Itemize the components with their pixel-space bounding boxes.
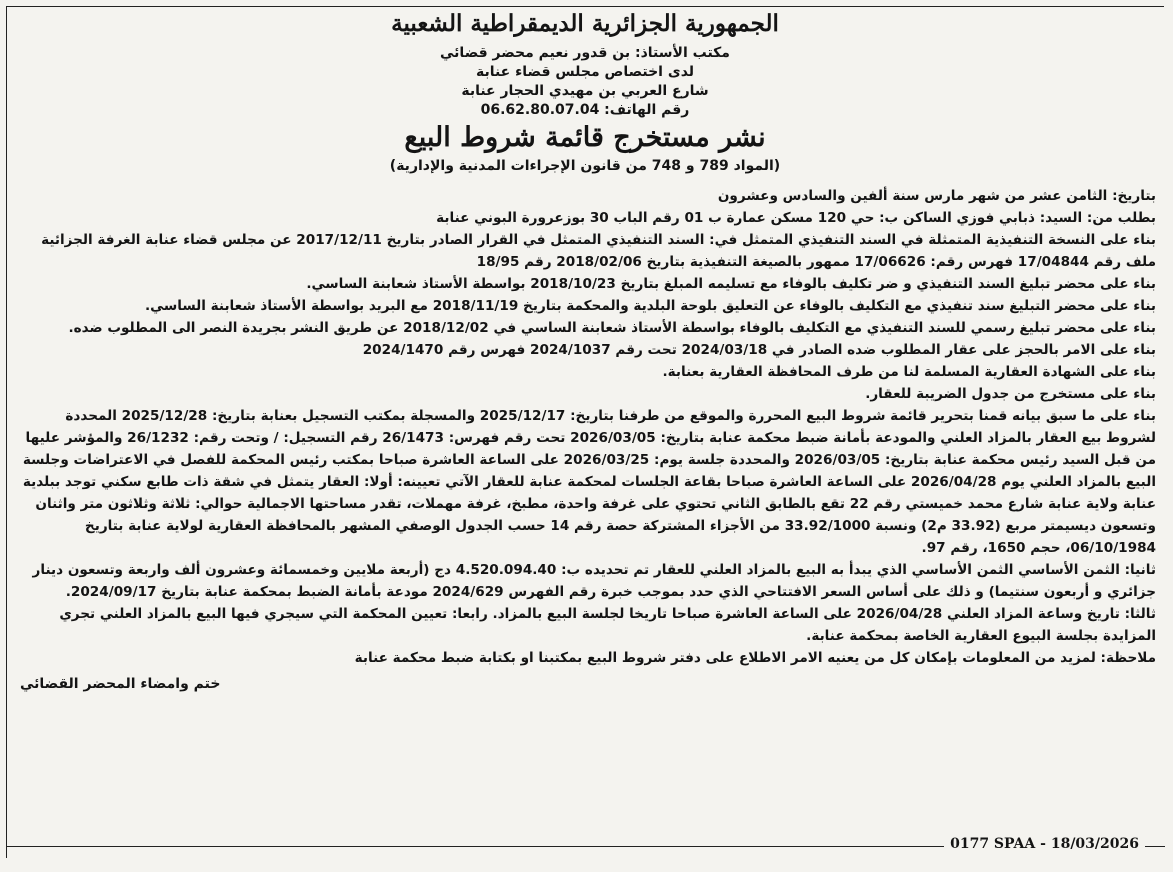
paragraph-auction-date: ثالثا: تاريخ وساعة المزاد العلني 2026/04/28 على الساعة العاشرة صباحا تاريخا لجلسة البيع بالمزاد. رابعا: تعيين المحكمة التي سيجري فيها البيع بالمزاد العلني تجري المزايدة بجلسة البيوع العقارية الخاصة بمحكمة عنابة. (59, 606, 1156, 644)
notice-body (10, 185, 1160, 695)
office-phone: رقم الهاتف: 06.62.80.07.04 (480, 102, 690, 118)
office-line: شارع العربي بن مهيدي الحجار عنابة (461, 83, 709, 99)
paragraph-enforcement-title: بناء على النسخة التنفيذية المتمثلة في السند التنفيذي المتمثل في: السند التنفيذي المتمثل في القرار الصادر بتاريخ 2017/12/11 عن مجلس قضاء عنابة الغرفة الجزائية ملف رقم 17/04844 فهرس رقم: 17/06626 ممهور بالصيغة التنفيذية بتاريخ 2018/02/06 رقم 18/95 (41, 232, 1156, 270)
paragraph-requester: بطلب من: السيد: ذبابي فوزي الساكن ب: حي 120 مسكن عمارة ب 01 رقم الباب 30 بوزعرورة البوني عنابة (436, 210, 1156, 226)
office-line: مكتب الأستاذ: بن قدور نعيم محضر قضائي (440, 45, 730, 61)
office-line: لدى اختصاص مجلس قضاء عنابة (475, 64, 695, 80)
paragraph-sale-conditions: بناء على ما سبق بيانه قمنا بتحرير قائمة شروط البيع المحررة والموقع من طرفنا بتاريخ: 2025/12/17 والمسجلة بمكتب التسجيل بعنابة بتاريخ: 2025/12/28 المحددة لشروط بيع العقار بالمزاد العلني والمودعة بأمانة ضبط محكمة عنابة بتاريخ: 2026/03/05 تحت رقم فهرس: 26/1473 رقم التسجيل: / وتحت رقم: 26/1232 والمؤشر عليها من قبل السيد رئيس محكمة عنابة بتاريخ: 2026/03/05 والمحددة جلسة يوم: 2026/03/25 على الساعة العاشرة صباحا بمكتب رئيس المحكمة للفصل في الاعتراضات وجلسة البيع بالمزاد العلني يوم 2026/04/28 على الساعة العاشرة صباحا بقاعة الجلسات لمحكمة عنابة للعقار الآتي تعيينه: أولا: العقار يتمثل في شقة ذات طابع سكني توجد ببلدية عنابة ولاية عنابة شارع محمد خميستي رقم 22 تقع بالطابق الثاني تحتوي على غرفة واحدة، مطبخ، غرفة مهملات، تقدر مساحتها الاجمالية حوالي: ثلاثة وثلاثون متر واثنان وتسعون ديسيمتر مربع (33.92 م2) ونسبة 33.92/1000 من الأجزاء المشتركة حصة رقم 14 حسب الجدول الوصفي المشهر بالمحافظة العقارية لولاية عنابة بتاريخ 06/10/1984، حجم 1650، رقم 97. (22, 408, 1156, 556)
bailiff-office-block (10, 43, 1160, 119)
republic-title: الجمهورية الجزائرية الديمقراطية الشعبية (391, 10, 779, 37)
paragraph-notification-1: بناء على محضر تبليغ السند التنفيذي و ضر تكليف بالوفاء مع تسليمه المبلغ بتاريخ 2018/10/23 بواسطة الأستاذ شعابنة الساسي. (306, 276, 1156, 292)
paragraph-base-price: ثانيا: الثمن الأساسي الثمن الأساسي الذي يبدأ به البيع بالمزاد العلني للعقار تم تحديده ب: 4.520.094.40 دج (أربعة ملايين وخمسمائة وعشرون ألف واربعة وتسعون دينار جزائري و أربعون سنتيما) و ذلك على أساس السعر الافتتاحي الذي حدد بموجب خبرة رقم الفهرس 2024/629 مودعة بأمانة الضبط بمحكمة عنابة بتاريخ 2024/09/17. (32, 562, 1156, 600)
publication-reference: 0177 SPAA - 18/03/2026 (944, 836, 1145, 852)
paragraph-seizure-order: بناء على الامر بالحجز على عقار المطلوب ضده الصادر في 2024/03/18 تحت رقم 2024/1037 فهرس رقم 2024/1470 (362, 342, 1156, 358)
paragraph-notification-3: بناء على محضر تبليغ رسمي للسند التنفيذي مع التكليف بالوفاء بواسطة الأستاذ شعابنة الساسي في 2018/12/02 عن طريق النشر بجريدة النصر الى المطلوب ضده. (68, 320, 1156, 336)
legal-notice (10, 6, 1160, 846)
document-title: نشر مستخرج قائمة شروط البيع (404, 122, 766, 153)
notice-header (10, 10, 1160, 177)
signature-line: ختم وامضاء المحضر القضائي (20, 676, 221, 692)
paragraph-land-certificate: بناء على الشهادة العقارية المسلمة لنا من طرف المحافظة العقارية بعنابة. (662, 364, 1156, 380)
paragraph-date: بتاريخ: الثامن عشر من شهر مارس سنة ألفين والسادس وعشرون (717, 188, 1156, 204)
notice-footer (6, 836, 1165, 856)
paragraph-note: ملاحظة: لمزيد من المعلومات بإمكان كل من يعنيه الامر الاطلاع على دفتر شروط البيع بمكتبنا او بكتابة ضبط محكمة عنابة (354, 650, 1156, 666)
paragraph-tax-extract: بناء على مستخرج من جدول الضريبة للعقار. (865, 386, 1156, 402)
paragraph-notification-2: بناء على محضر التبليغ سند تنفيذي مع التكليف بالوفاء عن التعليق بلوحة البلدية والمحكمة بتاريخ 2018/11/19 مع البريد بواسطة الأستاذ شعابنة الساسي. (144, 298, 1156, 314)
legal-articles: (المواد 789 و 748 من قانون الإجراءات المدنية والإدارية) (389, 158, 781, 174)
